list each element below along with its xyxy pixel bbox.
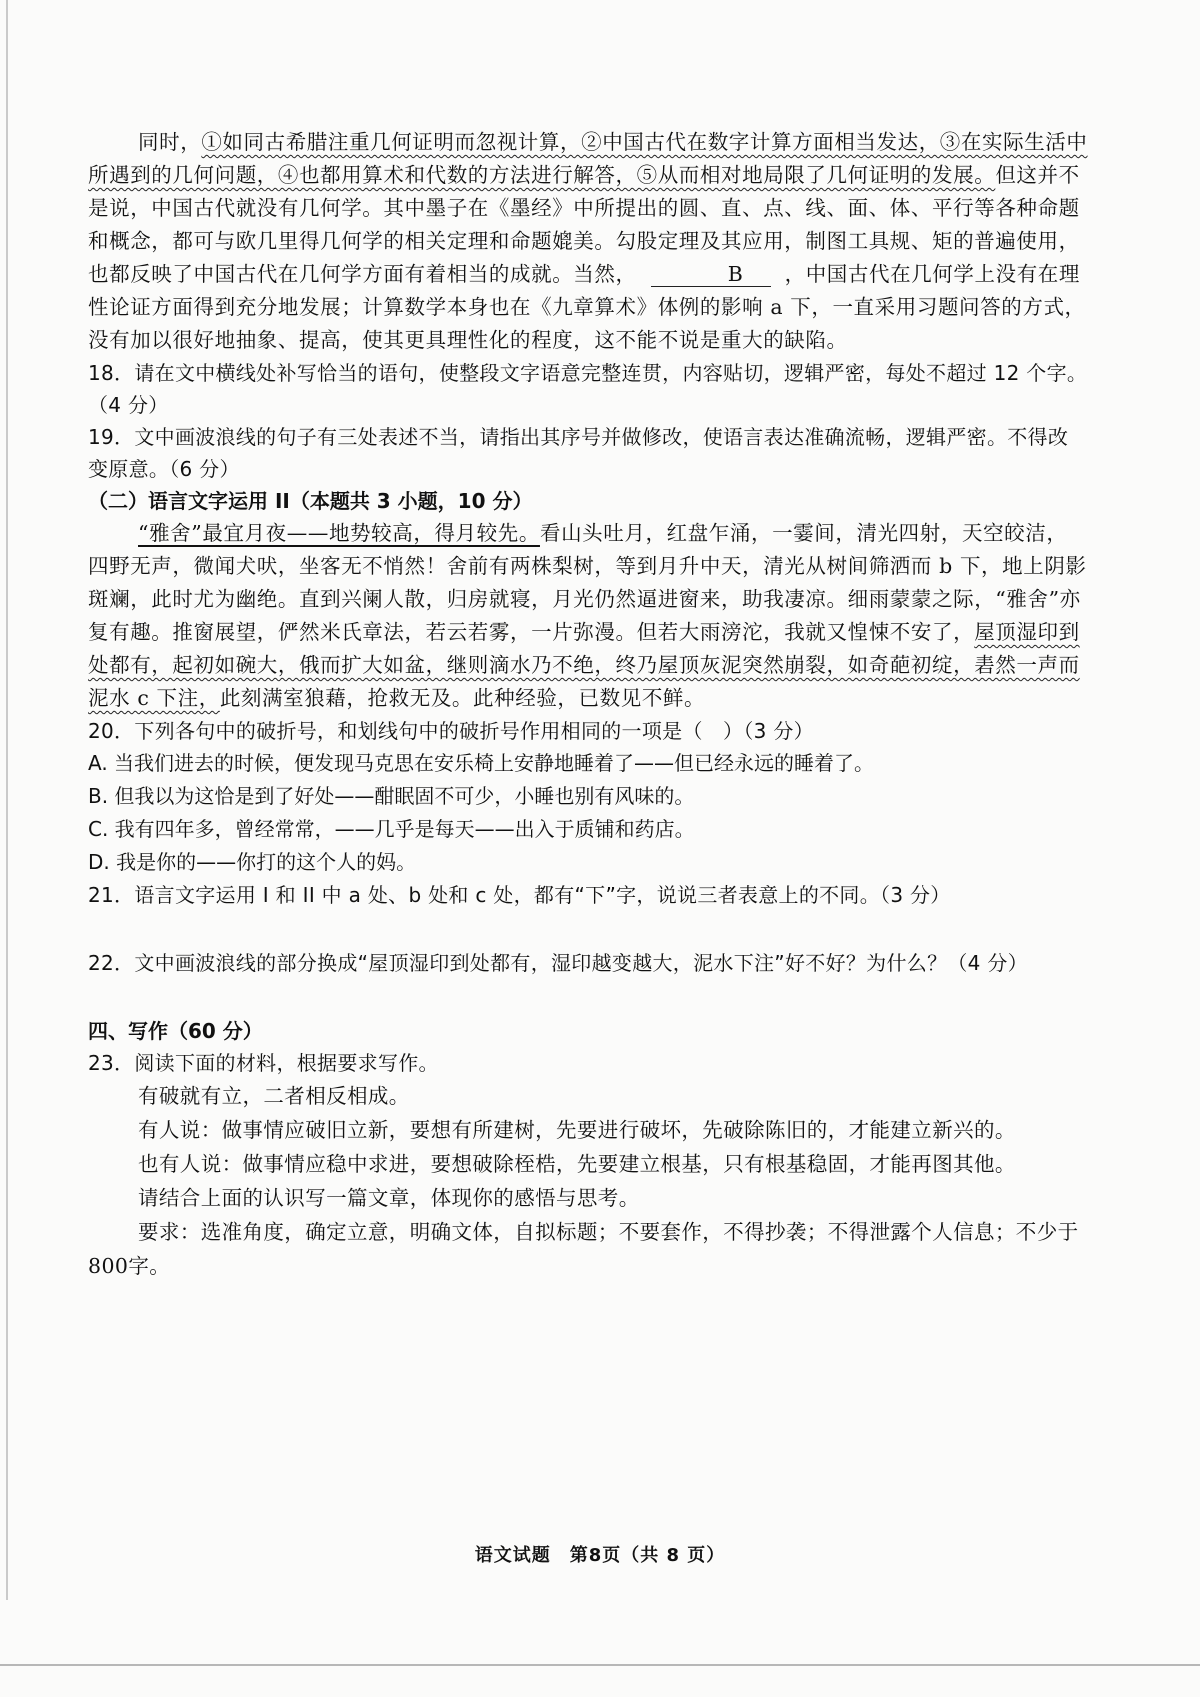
page-footer: 语文试题 第8页（共 8 页） <box>474 1545 726 1566</box>
passage2-body-1: 看山头吐月，红盘乍涌，一霎间，清光四射，天空皎洁，四野无声，微闻犬吠，坐客无不悄然！舍前有两株梨树，等到月升中天，清光从树间筛洒而 b 下，地上阴影斑斓，此时尤为幽绝。直到兴阑人散，归房就寝，月光仍然逼进窗来，助我凄凉。细雨蒙蒙之际，“雅舍”亦复有趣。推窗展望，俨然米氏章法，若云若雾，一片弥漫。但若大雨滂沱，我就又惶悚不安了， <box>88 521 1087 644</box>
essay-instruction: 请结合上面的认识写一篇文章，体现你的感悟与思考。 <box>138 1186 640 1210</box>
wavy-underlined-sentences: ①如同古希腊注重几何证明而忽视计算，②中国古代在数字计算方面相当发达，③在实际生活中所遇到的几何问题，④也都用算术和代数的方法进行解答，⑤从而相对地局限了几何证明的发展。 <box>88 130 1088 187</box>
scan-edge-bottom <box>0 1664 1200 1666</box>
option-a: A. 当我们进去的时候，便发现马克思在安乐椅上安静地睡着了——但已经永远的睡着了。 <box>88 751 875 775</box>
answer-space <box>88 911 1088 947</box>
question-20: 20．下列各句中的破折号，和划线句中的破折号作用相同的一项是（ ）（3 分） <box>88 719 814 743</box>
passage-body-2: ，中国古代在几何学上没有在理性论证方面得到充分地发展；计算数学本身也在《九章算术》体例的影响 a 下，一直采用习题问答的方式，没有加以很好地抽象、提高，使其更具理性化的程度，这不能不说是重大的缺陷。 <box>88 262 1086 352</box>
passage-lead: 同时， <box>138 130 202 154</box>
answer-space <box>88 979 1088 1015</box>
passage-body-1: 但这并不是说，中国古代就没有几何学。其中墨子在《墨经》中所提出的圆、直、点、线、面、体、平行等各种命题和概念，都可与欧几里得几何学的相关定理和命题媲美。勾股定理及其应用，制图工具规、矩的普遍使用，也都反映了中国古代在几何学方面有着相当的成就。当然， <box>88 163 1080 286</box>
scan-edge-left <box>6 0 8 1600</box>
essay-requirements: 要求：选准角度，确定立意，明确文体，自拟标题；不要套作，不得抄袭；不得泄露个人信息；不少于800字。 <box>88 1220 1079 1278</box>
section-heading-writing: 四、写作（60 分） <box>88 1019 263 1043</box>
option-d: D. 我是你的——你打的这个人的妈。 <box>88 850 417 874</box>
answer-blank-b: B <box>651 262 771 287</box>
question-23: 23．阅读下面的材料，根据要求写作。 <box>88 1051 439 1075</box>
essay-material-2: 有人说：做事情应破旧立新，要想有所建树，先要进行破坏，先破除陈旧的，才能建立新兴的。 <box>138 1118 1016 1142</box>
question-22: 22．文中画波浪线的部分换成“屋顶湿印到处都有，湿印越变越大，泥水下注”好不好？为什么？（4 分） <box>88 951 1028 975</box>
question-19: 19．文中画波浪线的句子有三处表述不当，请指出其序号并做修改，使语言表达准确流畅，逻辑严密。不得改变原意。（6 分） <box>88 425 1069 481</box>
passage2-body-2: 此刻满室狼藉，抢救无及。此种经验，已数见不鲜。 <box>219 686 706 710</box>
essay-material-1: 有破就有立，二者相反相成。 <box>138 1084 410 1108</box>
question-21: 21．语言文字运用 I 和 II 中 a 处、b 处和 c 处，都有“下”字，说说三者表意上的不同。（3 分） <box>88 883 951 907</box>
question-18: 18．请在文中横线处补写恰当的语句，使整段文字语意完整连贯，内容贴切，逻辑严密，每处不超过 12 个字。（4 分） <box>88 361 1088 417</box>
underlined-sentence: “雅舍”最宜月夜——地势较高，得月较先。 <box>138 521 540 545</box>
essay-material-3: 也有人说：做事情应稳中求进，要想破除桎梏，先要建立根基，只有根基稳固，才能再图其他。 <box>138 1152 1016 1176</box>
section-heading-language-2: （二）语言文字运用 II（本题共 3 小题，10 分） <box>88 489 533 513</box>
option-c: C. 我有四年多，曾经常常，——几乎是每天——出入于质铺和药店。 <box>88 817 695 841</box>
page-content <box>88 126 1088 1283</box>
passage-geometry <box>88 126 1088 357</box>
option-b: B. 但我以为这恰是到了好处——酣眠固不可少，小睡也别有风味的。 <box>88 784 695 808</box>
passage-yashe <box>88 517 1088 715</box>
wavy-underlined-passage: 屋顶湿印到处都有，起初如碗大，俄而扩大如盆，继则滴水乃不绝，终乃屋顶灰泥突然崩裂，如奇葩初绽，砉然一声而泥水 c 下注， <box>88 620 1080 710</box>
